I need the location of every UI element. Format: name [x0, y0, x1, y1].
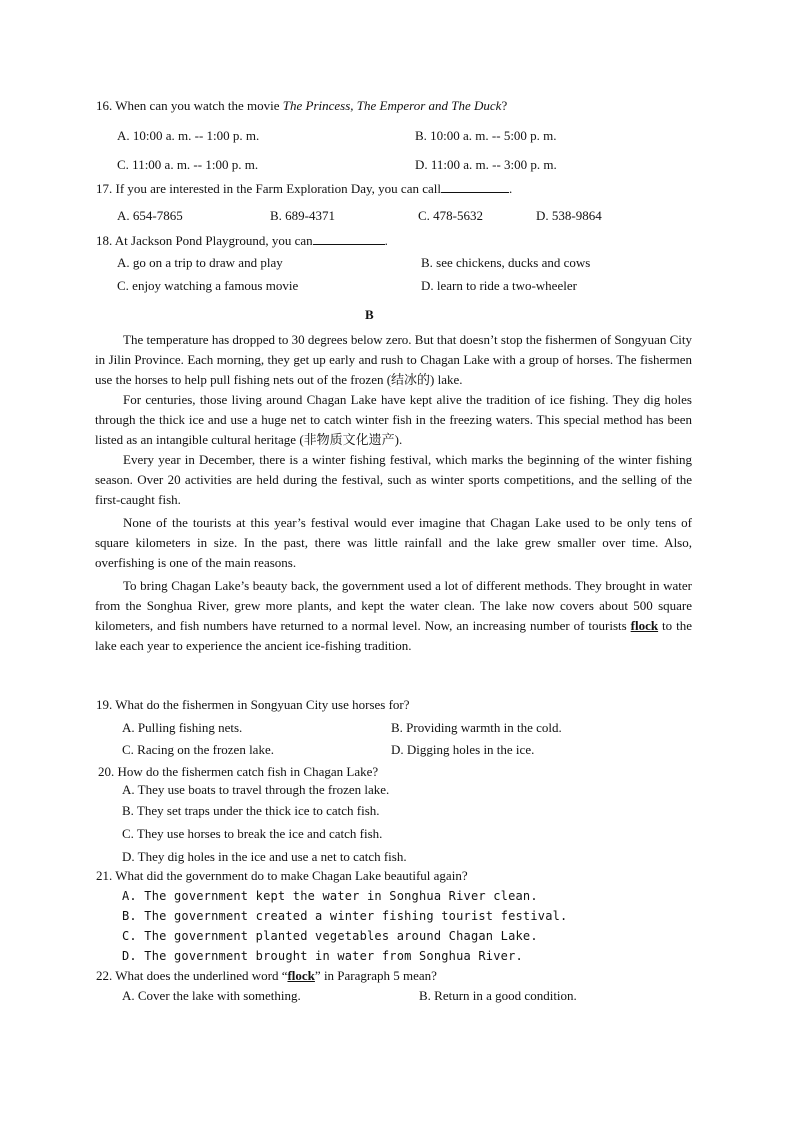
q16-option-c[interactable]: C. 11:00 a. m. -- 1:00 p. m.: [117, 157, 259, 172]
answer-blank: [441, 180, 509, 193]
q18-option-c[interactable]: C. enjoy watching a famous movie: [117, 278, 299, 293]
q19-option-d[interactable]: D. Digging holes in the ice.: [391, 742, 535, 757]
q22-option-b[interactable]: B. Return in a good condition.: [419, 988, 577, 1003]
question-17-stem: 17. If you are interested in the Farm Exploration Day, you can call .: [96, 181, 513, 196]
passage-paragraph-2: For centuries, those living around Chagan Lake have kept alive the tradition of ice fishing. They dig holes through the thick ice and use a huge net to catch winter fish in the freezing waters. This special method has been listed as an intangible cultural heritage (非物质文化遗产).: [95, 392, 692, 447]
question-20-stem: 20. How do the fishermen catch fish in Chagan Lake?: [98, 764, 379, 779]
answer-blank: [313, 232, 385, 245]
q17-option-b[interactable]: B. 689-4371: [270, 208, 335, 223]
q21-option-b[interactable]: B. The government created a winter fishing tourist festival.: [122, 909, 568, 923]
question-21-stem: 21. What did the government do to make Chagan Lake beautiful again?: [96, 868, 468, 883]
q18-option-a[interactable]: A. go on a trip to draw and play: [117, 255, 283, 270]
movie-title: The Princess, The Emperor and The Duck: [282, 98, 502, 113]
underlined-word: flock: [630, 618, 659, 633]
q22-option-a[interactable]: A. Cover the lake with something.: [122, 988, 301, 1003]
passage-paragraph-1: The temperature has dropped to 30 degrees below zero. But that doesn’t stop the fishermen of Songyuan City in Jilin Province. Each morning, they get up early and rush to Chagan Lake with a group of horses. The fishermen use the horses to help pull fishing nets out of the frozen (结冰的) lake.: [95, 332, 692, 387]
q19-option-b[interactable]: B. Providing warmth in the cold.: [391, 720, 562, 735]
q20-option-a[interactable]: A. They use boats to travel through the frozen lake.: [122, 782, 390, 797]
q20-option-b[interactable]: B. They set traps under the thick ice to catch fish.: [122, 803, 380, 818]
q19-option-c[interactable]: C. Racing on the frozen lake.: [122, 742, 274, 757]
passage-paragraph-4: None of the tourists at this year’s festival would ever imagine that Chagan Lake used to be only tens of square kilometers in size. In the past, there was little rainfall and the lake grew smaller over time. Also, overfishing is one of the main reasons.: [95, 515, 692, 570]
q18-option-b[interactable]: B. see chickens, ducks and cows: [421, 255, 591, 270]
q20-option-d[interactable]: D. They dig holes in the ice and use a net to catch fish.: [122, 849, 407, 864]
question-18-stem: 18. At Jackson Pond Playground, you can .: [96, 233, 388, 248]
q21-option-c[interactable]: C. The government planted vegetables around Chagan Lake.: [122, 929, 538, 943]
q19-option-a[interactable]: A. Pulling fishing nets.: [122, 720, 243, 735]
q21-option-a[interactable]: A. The government kept the water in Songhua River clean.: [122, 889, 538, 903]
q17-option-c[interactable]: C. 478-5632: [418, 208, 483, 223]
underlined-word: flock: [287, 968, 315, 983]
q16-option-a[interactable]: A. 10:00 a. m. -- 1:00 p. m.: [117, 128, 260, 143]
q16-option-b[interactable]: B. 10:00 a. m. -- 5:00 p. m.: [415, 128, 557, 143]
question-16-stem: 16. When can you watch the movie The Princess, The Emperor and The Duck?: [96, 98, 508, 113]
question-22-stem: 22. What does the underlined word “flock” in Paragraph 5 mean?: [96, 968, 437, 983]
question-19-stem: 19. What do the fishermen in Songyuan City use horses for?: [96, 697, 410, 712]
q18-option-d[interactable]: D. learn to ride a two-wheeler: [421, 278, 577, 293]
q16-option-d[interactable]: D. 11:00 a. m. -- 3:00 p. m.: [415, 157, 557, 172]
q20-option-c[interactable]: C. They use horses to break the ice and catch fish.: [122, 826, 383, 841]
passage-paragraph-5: To bring Chagan Lake’s beauty back, the government used a lot of different methods. They brought in water from the Songhua River, grew more plants, and kept the water clean. The lake now covers about 500 square kilometers, and fish numbers have returned to a normal level. Now, an increasing number of tourists flock to the lake each year to experience the ancient ice-fishing tradition.: [95, 578, 692, 653]
q21-option-d[interactable]: D. The government brought in water from Songhua River.: [122, 949, 523, 963]
passage-paragraph-3: Every year in December, there is a winter fishing festival, which marks the beginning of the winter fishing season. Over 20 activities are held during the festival, such as winter sports competitions, and the selling of the first-caught fish.: [95, 452, 692, 507]
passage-b: [95, 330, 692, 656]
q17-option-a[interactable]: A. 654-7865: [117, 208, 183, 223]
q17-option-d[interactable]: D. 538-9864: [536, 208, 602, 223]
section-b-title: B: [365, 307, 374, 322]
